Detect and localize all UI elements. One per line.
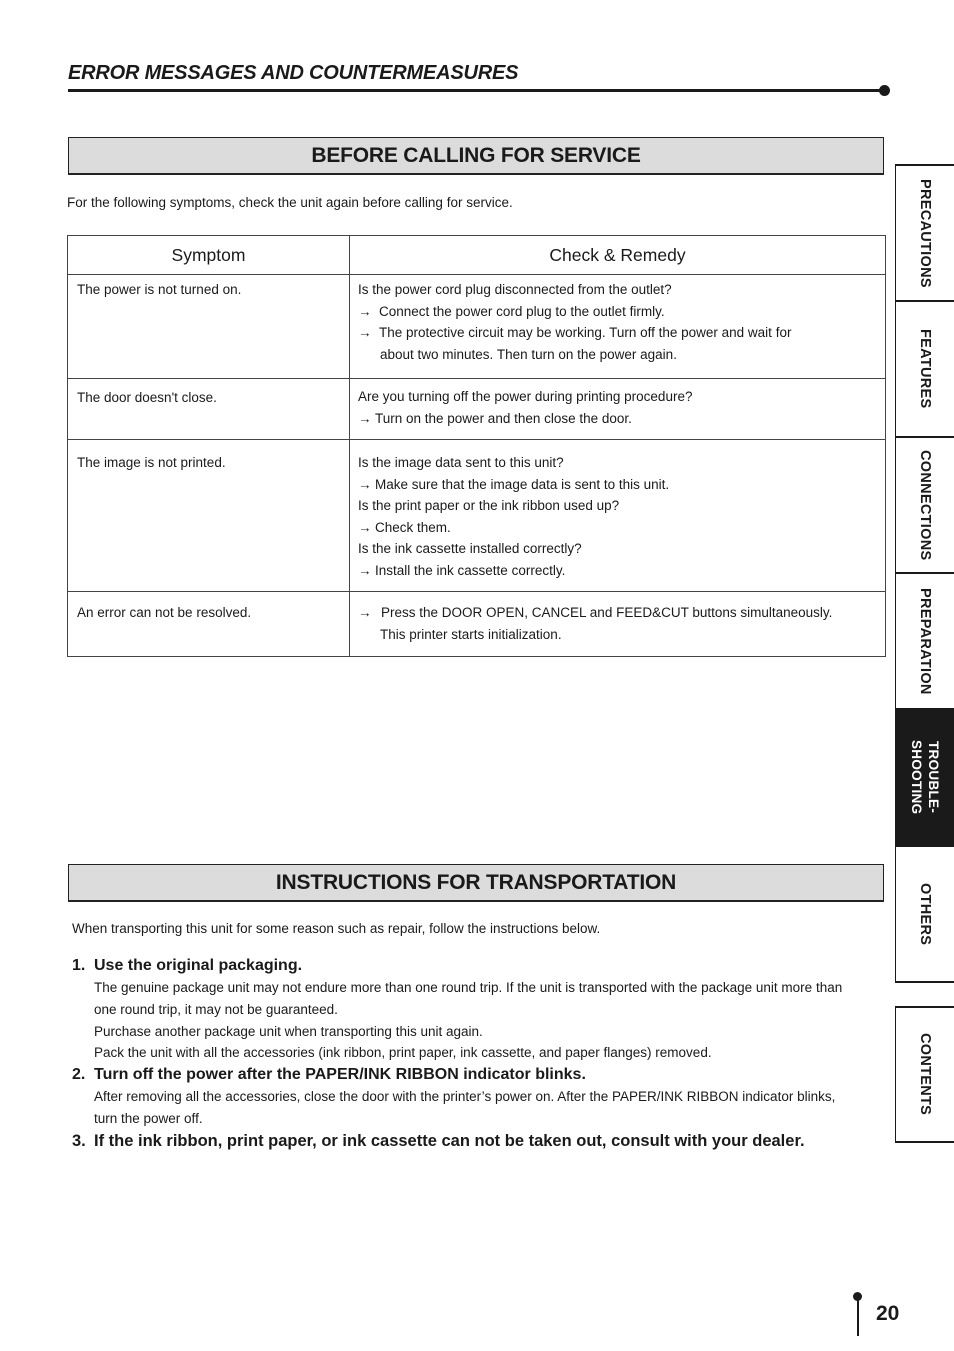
step-heading-text: Turn off the power after the PAPER/INK RIBBON indicator blinks. — [94, 1066, 586, 1084]
tab-others[interactable] — [895, 847, 954, 983]
page-title: ERROR MESSAGES AND COUNTERMEASURES — [68, 62, 519, 84]
header-rule-dot — [879, 85, 890, 96]
list-item — [72, 1064, 887, 1130]
remedy-action: → Make sure that the image data is sent to this unit. — [358, 474, 877, 496]
step-number: 2. — [72, 1066, 86, 1084]
remedy-cell — [350, 275, 886, 379]
arrow-icon: → — [358, 303, 372, 319]
list-item — [72, 955, 887, 1064]
tab-contents[interactable] — [895, 1006, 954, 1143]
step-heading — [72, 1131, 887, 1153]
arrow-icon: → — [358, 325, 372, 341]
remedy-cell — [350, 379, 886, 440]
symptom-cell — [68, 379, 350, 440]
tab-features[interactable] — [895, 302, 954, 438]
tab-label: PRECAUTIONS — [917, 178, 933, 288]
transport-steps — [72, 955, 887, 1153]
remedy-question: Is the ink cassette installed correctly? — [358, 541, 582, 557]
step-body — [72, 1086, 887, 1130]
remedy-action-continued: This printer starts initialization. — [380, 626, 562, 642]
page-header — [68, 60, 888, 100]
step-heading-text: If the ink ribbon, print paper, or ink cassette can not be taken out, consult with your dealer. — [94, 1132, 805, 1151]
remedy-action: → Check them. — [358, 517, 877, 539]
remedy-action: → The protective circuit may be working. Turn off the power and wait for — [358, 322, 877, 344]
page-number-mark — [852, 1292, 912, 1338]
step-body-line: one round trip, it may not be guaranteed. — [94, 1001, 338, 1017]
tab-preparation[interactable] — [895, 574, 954, 710]
service-intro: For the following symptoms, check the unit again before calling for service. — [67, 195, 513, 210]
remedy-action-continued: about two minutes. Then turn on the power again. — [380, 346, 677, 362]
remedy-cell — [350, 592, 886, 657]
arrow-icon: → — [358, 476, 372, 492]
step-number: 3. — [72, 1132, 86, 1151]
step-body — [72, 977, 887, 1064]
remedy-column-header: Check & Remedy — [350, 236, 886, 275]
arrow-icon: → — [358, 410, 372, 426]
remedy-question: Are you turning off the power during printing procedure? — [358, 389, 693, 404]
step-heading — [72, 955, 887, 977]
table-row — [68, 592, 886, 657]
symptom-cell — [68, 440, 350, 592]
step-number: 1. — [72, 957, 86, 974]
remedy-action: → Connect the power cord plug to the outlet firmly. — [358, 301, 877, 323]
remedy-action: → Turn on the power and then close the door. — [358, 408, 877, 430]
remedy-question: Is the print paper or the ink ribbon used up? — [358, 498, 620, 514]
header-rule — [68, 89, 884, 92]
table-row — [68, 440, 886, 592]
arrow-icon: → — [358, 519, 372, 535]
tab-connections[interactable] — [895, 438, 954, 574]
tab-label: OTHERS — [917, 882, 933, 946]
tab-label: FEATURES — [917, 329, 933, 409]
remedy-cell — [350, 440, 886, 592]
tab-label: CONTENTS — [917, 1033, 933, 1116]
remedy-action: → Install the ink cassette correctly. — [358, 560, 877, 582]
page-number-bar — [857, 1298, 859, 1336]
arrow-icon: → — [358, 605, 372, 620]
tab-precautions[interactable] — [895, 164, 954, 302]
list-item — [72, 1131, 887, 1153]
tab-label: PREPARATION — [917, 587, 933, 695]
tab-troubleshooting[interactable] — [895, 710, 954, 847]
symptom-text: The image is not printed. — [77, 455, 226, 470]
symptom-table — [67, 235, 886, 657]
symptom-cell — [68, 592, 350, 657]
step-body-line: turn the power off. — [94, 1110, 203, 1126]
table-header-row — [68, 236, 886, 275]
arrow-icon: → — [358, 562, 372, 578]
transport-section-title: INSTRUCTIONS FOR TRANSPORTATION — [68, 864, 884, 902]
step-body-line: Pack the unit with all the accessories (ink ribbon, print paper, ink cassette, and paper flanges) removed. — [94, 1045, 712, 1061]
step-heading-text: Use the original packaging. — [94, 957, 303, 974]
table-row — [68, 379, 886, 440]
symptom-text: An error can not be resolved. — [77, 605, 252, 620]
symptom-cell — [68, 275, 350, 379]
remedy-action: → Press the DOOR OPEN, CANCEL and FEED&CUT buttons simultaneously. — [358, 602, 877, 624]
tab-label: TROUBLE- SHOOTING — [909, 740, 941, 815]
remedy-question: Is the power cord plug disconnected from the outlet? — [358, 282, 672, 297]
symptom-text: The power is not turned on. — [77, 282, 242, 297]
tab-label: CONNECTIONS — [917, 449, 933, 561]
service-section-title: BEFORE CALLING FOR SERVICE — [68, 137, 884, 175]
symptom-column-header: Symptom — [68, 236, 350, 275]
step-body-line: After removing all the accessories, close the door with the printer’s power on. After the PAPER/INK RIBBON indicator blinks, — [94, 1089, 836, 1105]
step-heading — [72, 1064, 887, 1086]
transport-intro: When transporting this unit for some reason such as repair, follow the instructions below. — [72, 921, 601, 936]
symptom-text: The door doesn't close. — [77, 390, 217, 405]
remedy-question: Is the image data sent to this unit? — [358, 455, 564, 470]
page-number: 20 — [876, 1302, 900, 1325]
step-body-line: Purchase another package unit when transporting this unit again. — [94, 1023, 483, 1039]
step-body-line: The genuine package unit may not endure more than one round trip. If the unit is transported with the package unit more than — [94, 980, 843, 995]
table-row — [68, 275, 886, 379]
